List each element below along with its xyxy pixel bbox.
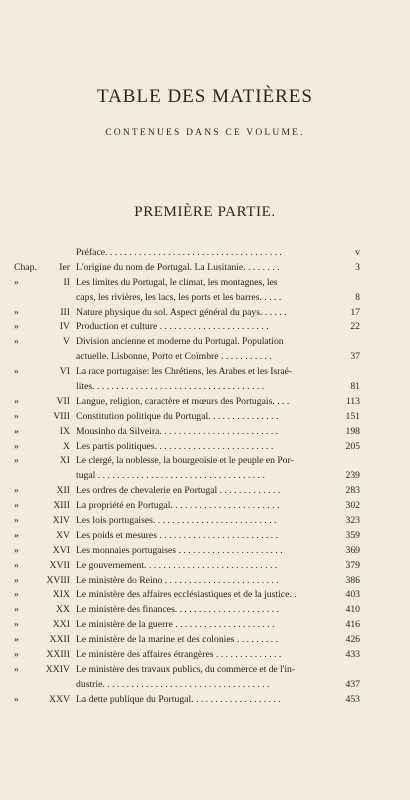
toc-entry-text: Les partis politiques. . . . . . . . . . . . . . . . . . . . . . . . . [76, 440, 274, 452]
toc-chapter-number: VIII [53, 410, 70, 422]
toc-page-number: 8 [355, 291, 360, 303]
toc-entry-text: Le ministère des travaux publics, du commerce et de l'in- [76, 663, 295, 675]
toc-page-number: 369 [345, 544, 360, 556]
toc-row [0, 529, 410, 544]
toc-chapter-number: XXIV [45, 663, 70, 675]
toc-page-number: v [355, 247, 360, 258]
toc-row [0, 559, 410, 574]
toc-row [0, 306, 410, 321]
toc-page-number: 323 [345, 515, 360, 527]
toc-page-number: 239 [345, 470, 360, 482]
toc-row [0, 678, 410, 693]
toc-prefix: » [14, 574, 19, 586]
toc-row [0, 365, 410, 380]
toc-page-number: 416 [345, 619, 360, 631]
toc-entry-text: Constitution politique du Portugal. . . . . . . . . . . . . . . [76, 410, 279, 422]
toc-page-number: 151 [345, 410, 360, 422]
toc-page-number: 410 [345, 604, 360, 616]
toc-prefix: Chap. [14, 261, 37, 273]
toc-row [0, 291, 410, 306]
toc-page-number: 113 [345, 395, 360, 407]
toc-chapter-number: IX [59, 425, 70, 437]
page-subtitle: CONTENUES DANS CE VOLUME. [105, 128, 305, 138]
toc-prefix: » [14, 336, 19, 348]
toc-prefix: » [14, 529, 19, 541]
toc-row [0, 484, 410, 499]
toc-entry-text: Production et culture . . . . . . . . . . . . . . . . . . . . . . . [76, 321, 269, 333]
toc-prefix: » [14, 440, 19, 452]
toc-row [0, 648, 410, 663]
toc-row [0, 261, 410, 276]
toc-page-number: 386 [345, 574, 360, 586]
toc-entry-text: Le ministère do Reino . . . . . . . . . . . . . . . . . . . . . . . . [76, 574, 279, 586]
toc-chapter-number: XXI [52, 619, 70, 631]
toc-prefix: » [14, 634, 19, 646]
toc-chapter-number: XVIII [46, 574, 70, 586]
toc-chapter-number: Ier [59, 261, 70, 273]
toc-prefix: » [14, 366, 19, 378]
toc-row [0, 276, 410, 291]
part-heading: PREMIÈRE PARTIE. [134, 204, 276, 220]
toc-entry-text: tugal . . . . . . . . . . . . . . . . . . . . . . . . . . . . . . . . . . . [76, 470, 265, 482]
toc-prefix: » [14, 693, 19, 705]
toc-chapter-number: XVI [52, 544, 70, 556]
toc-row [0, 603, 410, 618]
toc-entry-text: Le ministère de la marine et des colonies . . . . . . . . . [76, 634, 279, 646]
toc-prefix: » [14, 410, 19, 422]
toc-chapter-number: XXIII [46, 649, 70, 661]
toc-prefix: » [14, 559, 19, 571]
toc-page-number: 453 [345, 693, 360, 705]
toc-chapter-number: XX [56, 604, 70, 616]
toc-chapter-number: XII [56, 485, 70, 497]
toc-chapter-number: XI [59, 455, 70, 467]
toc-row [0, 335, 410, 350]
toc-page-number: 403 [345, 589, 360, 601]
toc-entry-text: Le ministère des affaires étrangères . . . . . . . . . . . . . . [76, 649, 282, 661]
toc-page-number: 17 [350, 306, 360, 318]
toc-chapter-number: XIX [52, 589, 70, 601]
table-of-contents [0, 246, 410, 708]
toc-row [0, 574, 410, 589]
toc-page-number: 205 [345, 440, 360, 452]
toc-row [0, 350, 410, 365]
toc-entry-text: L'origine du nom de Portugal. La Lusitanie. . . . . . . . [76, 261, 280, 273]
toc-row [0, 380, 410, 395]
toc-prefix: » [14, 589, 19, 601]
toc-entry-text: Nature physique du sol. Aspect général du pays. . . . . . [76, 306, 287, 318]
toc-prefix: » [14, 604, 19, 616]
toc-entry-text: Division ancienne et moderne du Portugal. Population [76, 336, 284, 348]
toc-entry-text: dustrie. . . . . . . . . . . . . . . . . . . . . . . . . . . . . . . . . . . [76, 678, 270, 690]
toc-entry-text: La dette publique du Portugal. . . . . . . . . . . . . . . . . . . [76, 693, 281, 705]
toc-prefix: » [14, 485, 19, 497]
toc-prefix: » [14, 515, 19, 527]
toc-page-number: 433 [345, 649, 360, 661]
toc-entry-text: Langue, religion, caractère et mœurs des Portugais. . . . [76, 395, 290, 407]
toc-row [0, 320, 410, 335]
toc-page-number: 22 [350, 321, 360, 333]
toc-chapter-number: V [63, 336, 70, 348]
toc-entry-text: Les poids et mesures . . . . . . . . . . . . . . . . . . . . . . . . . [76, 529, 279, 541]
toc-chapter-number: XV [56, 529, 70, 541]
toc-page-number: 437 [345, 678, 360, 690]
toc-row [0, 544, 410, 559]
toc-chapter-number: IV [59, 321, 70, 333]
toc-row [0, 246, 410, 261]
toc-prefix: » [14, 321, 19, 333]
toc-entry-text: Les ordres de chevalerie en Portugal . . . . . . . . . . . . . [76, 485, 281, 497]
toc-row [0, 410, 410, 425]
toc-page-number: 37 [350, 351, 360, 363]
toc-prefix: » [14, 619, 19, 631]
toc-chapter-number: II [63, 276, 70, 288]
toc-row [0, 618, 410, 633]
toc-page-number: 302 [345, 500, 360, 512]
toc-entry-text: La race portugaise: les Chrétiens, les Arabes et les Israé- [76, 366, 293, 378]
toc-row [0, 514, 410, 529]
toc-entry-text: Les monnaies portugaises . . . . . . . . . . . . . . . . . . . . . . [76, 544, 283, 556]
toc-entry-text: caps, les rivières, les lacs, les ports et les barres. . . . . [76, 291, 282, 303]
toc-entry-text: lites. . . . . . . . . . . . . . . . . . . . . . . . . . . . . . . . . . . . [76, 381, 265, 393]
toc-prefix: » [14, 306, 19, 318]
toc-entry-text: Les lois portugaises. . . . . . . . . . . . . . . . . . . . . . . . . . [76, 515, 277, 527]
toc-entry-text: La propriété en Portugal. . . . . . . . . . . . . . . . . . . . . . . [76, 500, 280, 512]
toc-prefix: » [14, 500, 19, 512]
toc-entry-text: Préface. . . . . . . . . . . . . . . . . . . . . . . . . . . . . . . . . . . . . [76, 247, 282, 258]
toc-page-number: 379 [345, 559, 360, 571]
toc-entry-text: Mousinho da Silveira. . . . . . . . . . . . . . . . . . . . . . . . . [76, 425, 279, 437]
toc-entry-text: Le ministère des finances. . . . . . . . . . . . . . . . . . . . . . [76, 604, 279, 616]
toc-row [0, 499, 410, 514]
toc-row [0, 588, 410, 603]
toc-page-number: 81 [350, 381, 360, 393]
toc-prefix: » [14, 663, 19, 675]
toc-chapter-number: XIV [52, 515, 70, 527]
page-title: TABLE DES MATIÈRES [97, 86, 313, 107]
toc-chapter-number: III [60, 306, 70, 318]
toc-row [0, 663, 410, 678]
toc-entry-text: Les limites du Portugal, le climat, les montagnes, les [76, 276, 278, 288]
toc-prefix: » [14, 276, 19, 288]
toc-row [0, 425, 410, 440]
toc-prefix: » [14, 395, 19, 407]
toc-page-number: 3 [355, 261, 360, 273]
toc-entry-text: Le gouvernement. . . . . . . . . . . . . . . . . . . . . . . . . . . . [76, 559, 278, 571]
toc-prefix: » [14, 649, 19, 661]
toc-row [0, 440, 410, 455]
toc-chapter-number: XIII [53, 500, 70, 512]
toc-entry-text: Le ministère de la guerre . . . . . . . . . . . . . . . . . . . . . [76, 619, 275, 631]
toc-row [0, 693, 410, 708]
toc-page-number: 359 [345, 529, 360, 541]
toc-page-number: 283 [345, 485, 360, 497]
toc-row [0, 454, 410, 469]
toc-chapter-number: XXII [49, 634, 70, 646]
toc-chapter-number: X [63, 440, 70, 452]
toc-prefix: » [14, 544, 19, 556]
toc-chapter-number: VII [56, 395, 70, 407]
toc-row [0, 395, 410, 410]
toc-prefix: » [14, 455, 19, 467]
toc-chapter-number: VI [59, 366, 70, 378]
toc-row [0, 633, 410, 648]
toc-chapter-number: XXV [49, 693, 70, 705]
toc-entry-text: Le clergé, la noblesse, la bourgeoisie et le peuple en Por- [76, 455, 294, 467]
toc-entry-text: Le ministère des affaires ecclésiastiques et de la justice. . [76, 589, 297, 601]
toc-prefix: » [14, 425, 19, 437]
toc-entry-text: actuelle. Lisbonne, Porto et Coïmbre . . . . . . . . . . . [76, 351, 272, 363]
toc-page-number: 198 [345, 425, 360, 437]
toc-page-number: 426 [345, 634, 360, 646]
toc-chapter-number: XVII [49, 559, 70, 571]
toc-row [0, 469, 410, 484]
